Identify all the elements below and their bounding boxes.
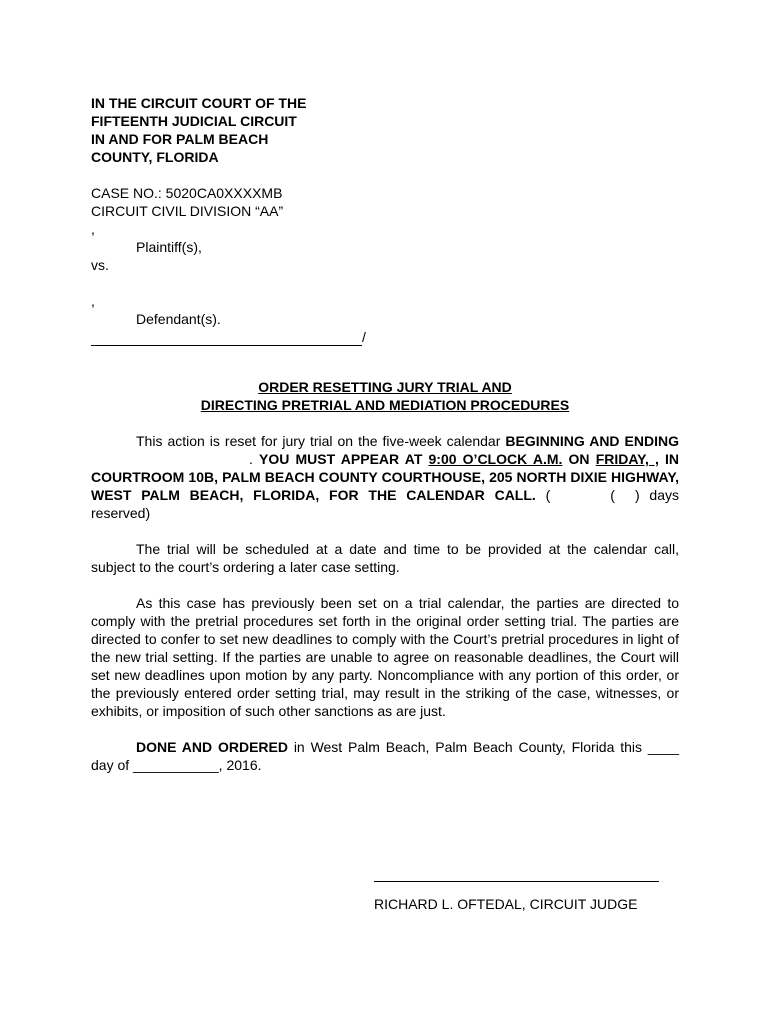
text: in West Palm Beach, Palm Beach County, Florida this ____ day of ___________, 2016. [91, 739, 680, 773]
text: ( [535, 487, 551, 503]
case-number: CASE NO.: 5020CA0XXXXMB [91, 185, 283, 201]
court-line: IN AND FOR PALM BEACH [91, 131, 269, 147]
appearance-time: 9:00 O’CLOCK A.M. [428, 451, 563, 467]
done-and-ordered: DONE AND ORDERED [136, 739, 288, 755]
text: ) days reserved) [91, 487, 679, 521]
order-title [91, 378, 679, 414]
judge-name: RICHARD L. OFTEDAL, CIRCUIT JUDGE [374, 896, 638, 912]
text: BEGINNING AND ENDING [505, 433, 679, 449]
text: ( [610, 487, 615, 503]
plaintiff-label: Plaintiff(s), [136, 239, 202, 255]
order-title-line-2: DIRECTING PRETRIAL AND MEDIATION PROCEDURES [200, 397, 570, 413]
text: . [249, 451, 260, 467]
document-page [91, 94, 679, 774]
court-caption [91, 94, 679, 166]
text: IN COURTROOM 10B, PALM BEACH COUNTY COURTHOUSE, 205 NORTH DIXIE HIGHWAY, WEST PALM BEACH, FLORIDA, FOR THE CALENDAR CALL. [91, 451, 680, 503]
spacer [91, 274, 679, 292]
appearance-day: FRIDAY, , [595, 451, 659, 467]
versus-label: vs. [91, 257, 109, 273]
defendant-name-blank: , [91, 293, 95, 309]
paragraph-done-and-ordered [91, 738, 679, 774]
paragraph-trial-reset [91, 432, 679, 522]
spacer [91, 346, 679, 378]
text: ON [562, 451, 596, 467]
order-title-line-1: ORDER RESETTING JURY TRIAL AND [258, 379, 512, 395]
text: YOU MUST APPEAR AT [259, 451, 429, 467]
caption-rule [91, 330, 362, 346]
paragraph-pretrial-procedures: As this case has previously been set on a trial calendar, the parties are directed to comply with the pretrial procedures set forth in the original order setting trial. The parties are directed to confer to set new deadlines to comply with the Court’s pretrial procedures in light of the new trial setting. If the parties are unable to agree on reasonable deadlines, the Court will set new deadlines upon motion by any party. Noncompliance with any portion of this order, or the previously entered order setting trial, may result in the striking of the case, witnesses, or exhibits, or imposition of such other sanctions as are just. [91, 595, 679, 719]
court-line: FIFTEENTH JUDICIAL CIRCUIT [91, 113, 297, 129]
division: CIRCUIT CIVIL DIVISION “AA” [91, 203, 284, 219]
plaintiff-name-blank: , [91, 221, 95, 237]
court-line: IN THE CIRCUIT COURT OF THE [91, 95, 307, 111]
defendant-label: Defendant(s). [136, 311, 221, 327]
court-line: COUNTY, FLORIDA [91, 149, 219, 165]
caption-rule-slash: / [362, 329, 366, 345]
signature-block [374, 881, 659, 912]
case-info [91, 184, 679, 346]
paragraph-calendar-call: The trial will be scheduled at a date and time to be provided at the calendar call, subject to the court’s ordering a later case setting. [91, 541, 679, 575]
text: This action is reset for jury trial on the five-week calendar [136, 433, 506, 449]
caption-rule-row [91, 328, 679, 346]
signature-line [374, 881, 659, 882]
